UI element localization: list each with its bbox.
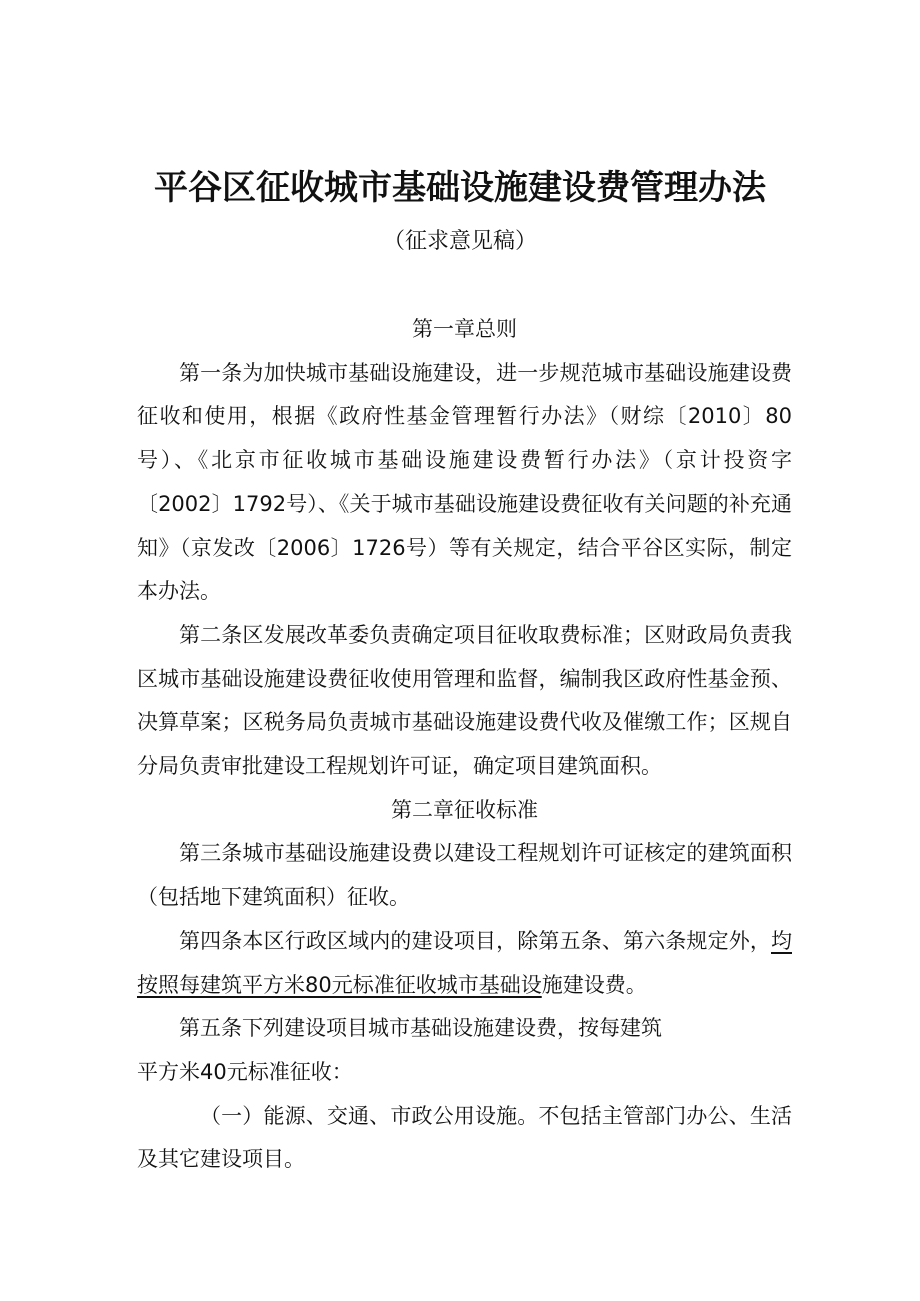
article-5-clause-1: （一）能源、交通、市政公用设施。不包括主管部门办公、生活及其它建设项目。: [137, 1103, 792, 1172]
article-5-line2: 平方米40元标准征收：: [137, 1059, 353, 1084]
chapter-heading-1: 第一章总则: [412, 317, 517, 341]
article-4: [137, 920, 792, 1007]
document-title: 平谷区征收城市基础设施建设费管理办法: [154, 168, 766, 208]
article-4-part3: 施建设费。: [541, 972, 647, 997]
document-subtitle: （征求意见稿）: [382, 229, 537, 254]
article-5-line1: 第五条下列建设项目城市基础设施建设费，按每建筑: [179, 1016, 662, 1041]
chapter-heading-2: 第二章征收标准: [391, 797, 538, 822]
article-5: [137, 1007, 792, 1051]
article-3: 第三条城市基础设施建设费以建设工程规划许可证核定的建筑面积（包括地下建筑面积）征收。: [137, 841, 792, 910]
article-2: 第二条区发展改革委负责确定项目征收取费标准；区财政局负责我区城市基础设施建设费征收使用管理和监督，编制我区政府性基金预、决算草案；区税务局负责城市基础设施建设费代收及催缴工作；区规自分局负责审批建设工程规划许可证，确定项目建筑面积。: [137, 622, 792, 779]
article-4-underlined: 均按照每建筑平方米80元标准征收城市基础设: [137, 928, 792, 997]
article-1: 第一条为加快城市基础设施建设，进一步规范城市基础设施建设费征收和使用，根据《政府性基金管理暂行办法》（财综〔2010〕80号）、《北京市征收城市基础设施建设费暂行办法》（京计投资字〔2002〕1792号）、《关于城市基础设施建设费征收有关问题的补充通知》（京发改〔2006〕1726号）等有关规定，结合平谷区实际，制定本办法。: [137, 360, 792, 604]
document-body: [137, 308, 792, 1182]
article-4-part1: 第四条本区行政区域内的建设项目，除第五条、第六条规定外，: [179, 928, 771, 953]
article-5-continued: [137, 1051, 792, 1095]
